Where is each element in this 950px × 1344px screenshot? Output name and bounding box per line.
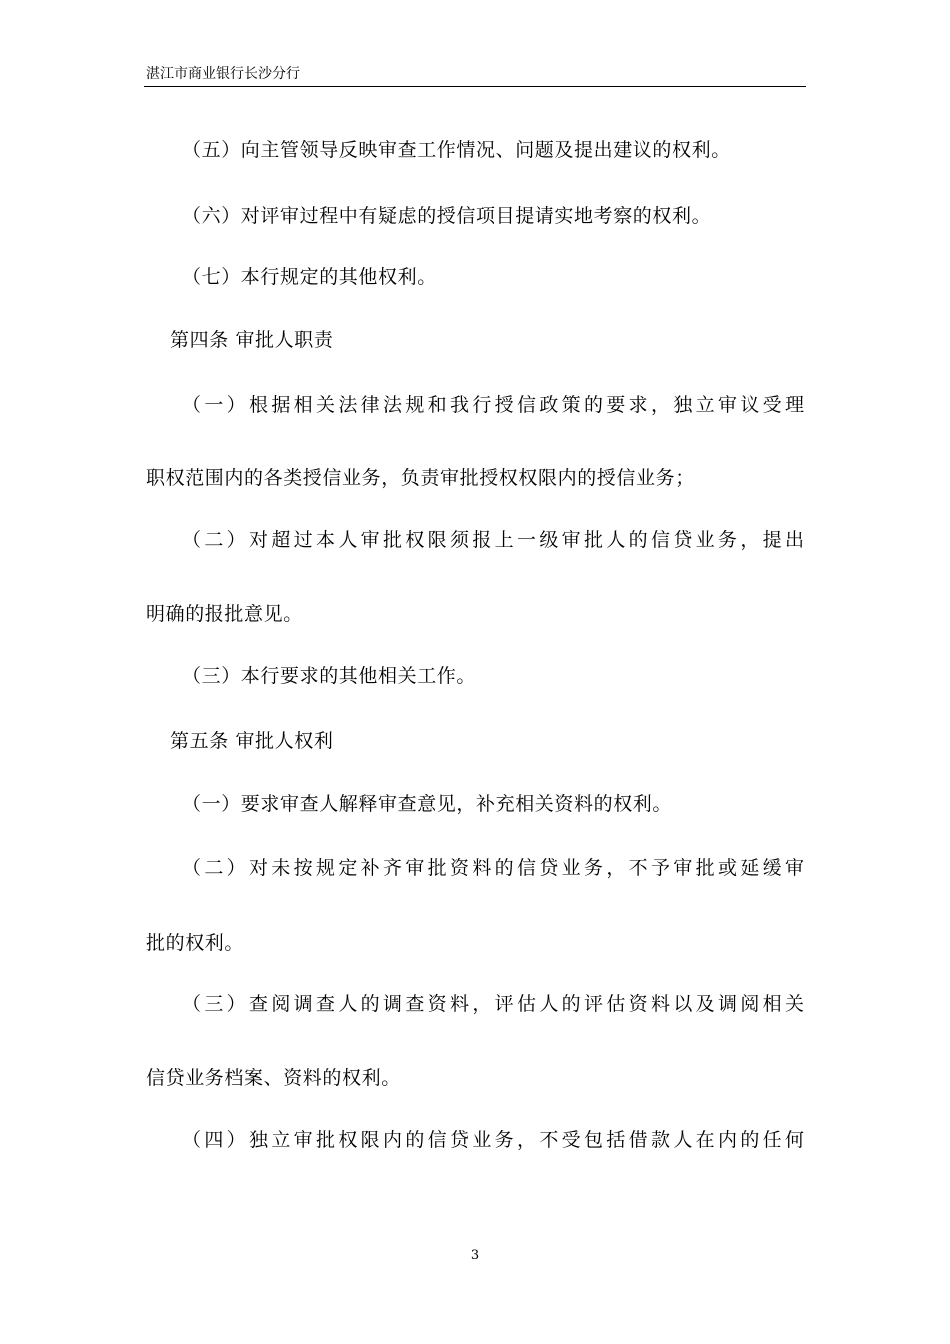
header-rule bbox=[144, 86, 806, 87]
paragraph-line: （四）独立审批权限内的信贷业务，不受包括借款人在内的任何 bbox=[182, 1129, 804, 1151]
paragraph-line: （六）对评审过程中有疑虑的授信项目提请实地考察的权利。 bbox=[182, 205, 712, 227]
article-heading: 第五条 审批人权利 bbox=[170, 730, 334, 752]
paragraph-line: （五）向主管领导反映审查工作情况、问题及提出建议的权利。 bbox=[182, 139, 731, 161]
paragraph-line: （一）根据相关法律法规和我行授信政策的要求，独立审议受理 bbox=[182, 394, 804, 416]
paragraph-line: （二）对超过本人审批权限须报上一级审批人的信贷业务，提出 bbox=[182, 529, 804, 551]
paragraph-line: 信贷业务档案、资料的权利。 bbox=[146, 1067, 401, 1089]
paragraph-line: 职权范围内的各类授信业务，负责审批授权权限内的授信业务； bbox=[146, 467, 695, 489]
page-number: 3 bbox=[470, 1248, 480, 1263]
paragraph-line: （一）要求审查人解释审查意见，补充相关资料的权利。 bbox=[182, 793, 673, 815]
paragraph-line: 批的权利。 bbox=[146, 932, 245, 954]
paragraph-line: 明确的报批意见。 bbox=[146, 603, 303, 625]
paragraph-line: （二）对未按规定补齐审批资料的信贷业务，不予审批或延缓审 bbox=[182, 857, 804, 879]
running-header: 湛江市商业银行长沙分行 bbox=[146, 66, 300, 82]
paragraph-line: （七）本行规定的其他权利。 bbox=[182, 266, 437, 288]
paragraph-line: （三）本行要求的其他相关工作。 bbox=[182, 665, 477, 687]
paragraph-line: （三）查阅调查人的调查资料，评估人的评估资料以及调阅相关 bbox=[182, 993, 804, 1015]
article-heading: 第四条 审批人职责 bbox=[170, 329, 334, 351]
